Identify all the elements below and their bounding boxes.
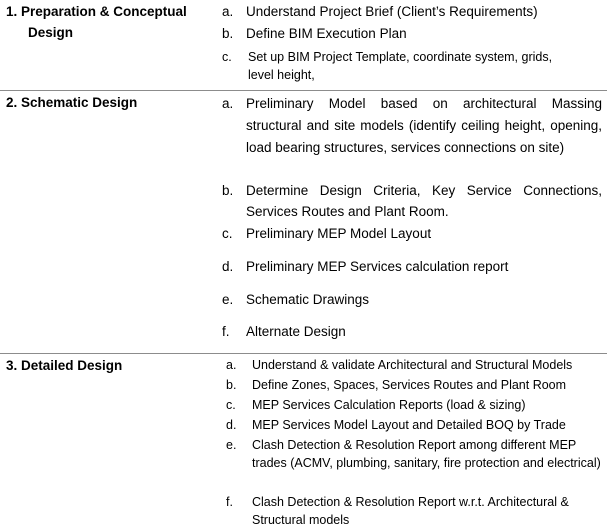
section-3-title: 3. Detailed Design [6, 358, 123, 373]
list-item [226, 493, 604, 529]
list-marker: d. [226, 418, 237, 432]
list-marker: e. [222, 292, 234, 307]
list-item [222, 180, 602, 222]
list-item-text: Preliminary Model based on architectural Massing structural and site models (identify ceiling height, opening, load bearing structures, services connections on site) [246, 96, 602, 155]
list-marker: a. [222, 4, 234, 19]
list-marker: f. [222, 324, 230, 339]
list-item [226, 356, 604, 374]
list-item [222, 93, 602, 181]
list-item-text: Clash Detection & Resolution Report among different MEP trades (ACMV, plumbing, sanitary, fire protection and electrical) [252, 438, 601, 470]
list-item [222, 1, 602, 22]
row-divider [0, 353, 607, 354]
list-item [222, 321, 602, 342]
list-item [226, 416, 604, 434]
list-marker: a. [226, 358, 237, 372]
list-marker: d. [222, 259, 234, 274]
list-item [226, 376, 604, 394]
list-item-text: Set up BIM Project Template, coordinate system, grids, level height, [248, 50, 553, 82]
section-1-title [6, 1, 187, 43]
list-item [222, 289, 602, 310]
list-item-text: Understand & validate Architectural and Structural Models [252, 358, 573, 372]
list-item-text: Define BIM Execution Plan [246, 26, 407, 41]
list-marker: c. [222, 50, 232, 64]
list-item [222, 48, 602, 88]
list-marker: c. [222, 226, 233, 241]
list-item-text: Determine Design Criteria, Key Service Connections, Services Routes and Plant Room. [246, 183, 602, 219]
list-marker: b. [222, 26, 234, 41]
list-item [226, 436, 604, 490]
row-divider [0, 90, 607, 91]
list-marker: a. [222, 96, 234, 111]
list-item [222, 23, 602, 44]
list-item [222, 223, 602, 244]
list-item-text: Alternate Design [246, 324, 346, 339]
section-1-title-line1: 1. Preparation & Conceptual [6, 4, 187, 19]
list-item-text: MEP Services Model Layout and Detailed BOQ by Trade [252, 418, 566, 432]
list-item-text: Preliminary MEP Services calculation report [246, 259, 509, 274]
list-item-text: Clash Detection & Resolution Report w.r.t. Architectural & Structural models [252, 495, 569, 527]
list-marker: e. [226, 438, 237, 452]
list-marker: c. [226, 398, 236, 412]
list-item-text: MEP Services Calculation Reports (load & sizing) [252, 398, 526, 412]
list-item [222, 256, 602, 277]
list-marker: f. [226, 495, 233, 509]
section-2-title: 2. Schematic Design [6, 95, 138, 110]
list-item [226, 396, 604, 414]
list-item-text: Understand Project Brief (Client’s Requirements) [246, 4, 538, 19]
list-item-text: Preliminary MEP Model Layout [246, 226, 432, 241]
list-item-text: Define Zones, Spaces, Services Routes and Plant Room [252, 378, 567, 392]
list-marker: b. [222, 183, 234, 198]
section-1-title-line2: Design [28, 25, 74, 40]
list-marker: b. [226, 378, 237, 392]
list-item-text: Schematic Drawings [246, 292, 370, 307]
